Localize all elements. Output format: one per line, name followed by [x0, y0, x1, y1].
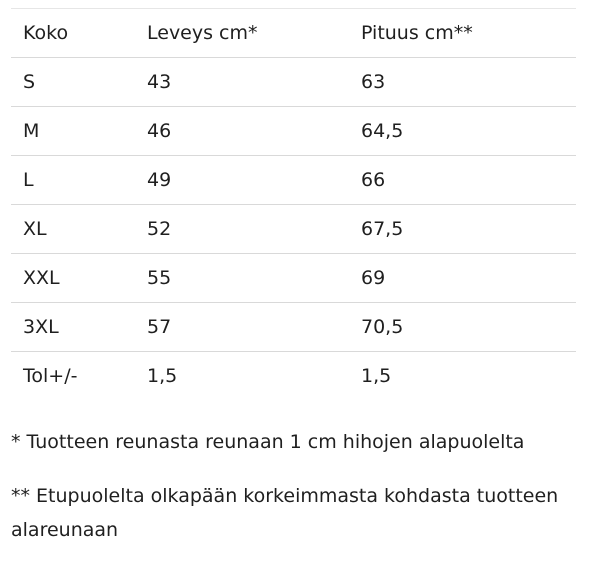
width-cell: 1,5 [147, 365, 178, 387]
width-cell: 55 [147, 267, 172, 289]
size-cell: Tol+/- [23, 365, 78, 387]
length-cell: 64,5 [361, 120, 404, 142]
length-cell: 63 [361, 71, 386, 93]
size-cell: XL [23, 218, 47, 240]
measurement-notes [11, 425, 586, 567]
length-cell: 1,5 [361, 365, 392, 387]
table-row [11, 156, 576, 205]
table-row [11, 58, 576, 107]
size-cell: 3XL [23, 316, 59, 338]
length-cell: 70,5 [361, 316, 404, 338]
width-cell: 46 [147, 120, 172, 142]
table-row [11, 205, 576, 254]
length-footnote: ** Etupuolelta olkapään korkeimmasta kohdasta tuotteen alareunaan [11, 485, 559, 541]
size-cell: M [23, 120, 40, 142]
column-header-length: Pituus cm** [361, 22, 473, 44]
column-header-size: Koko [23, 22, 69, 44]
table-row [11, 303, 576, 352]
length-cell: 69 [361, 267, 386, 289]
size-cell: S [23, 71, 36, 93]
width-footnote: * Tuotteen reunasta reunaan 1 cm hihojen alapuolelta [11, 431, 525, 453]
width-cell: 52 [147, 218, 172, 240]
size-cell: XXL [23, 267, 60, 289]
length-cell: 67,5 [361, 218, 404, 240]
column-header-width: Leveys cm* [147, 22, 258, 44]
width-cell: 43 [147, 71, 172, 93]
table-header-row [11, 9, 576, 58]
table-row-tolerance [11, 352, 576, 401]
size-cell: L [23, 169, 34, 191]
table-row [11, 254, 576, 303]
size-table [11, 8, 576, 400]
width-cell: 49 [147, 169, 172, 191]
table-row [11, 107, 576, 156]
width-cell: 57 [147, 316, 172, 338]
length-cell: 66 [361, 169, 386, 191]
